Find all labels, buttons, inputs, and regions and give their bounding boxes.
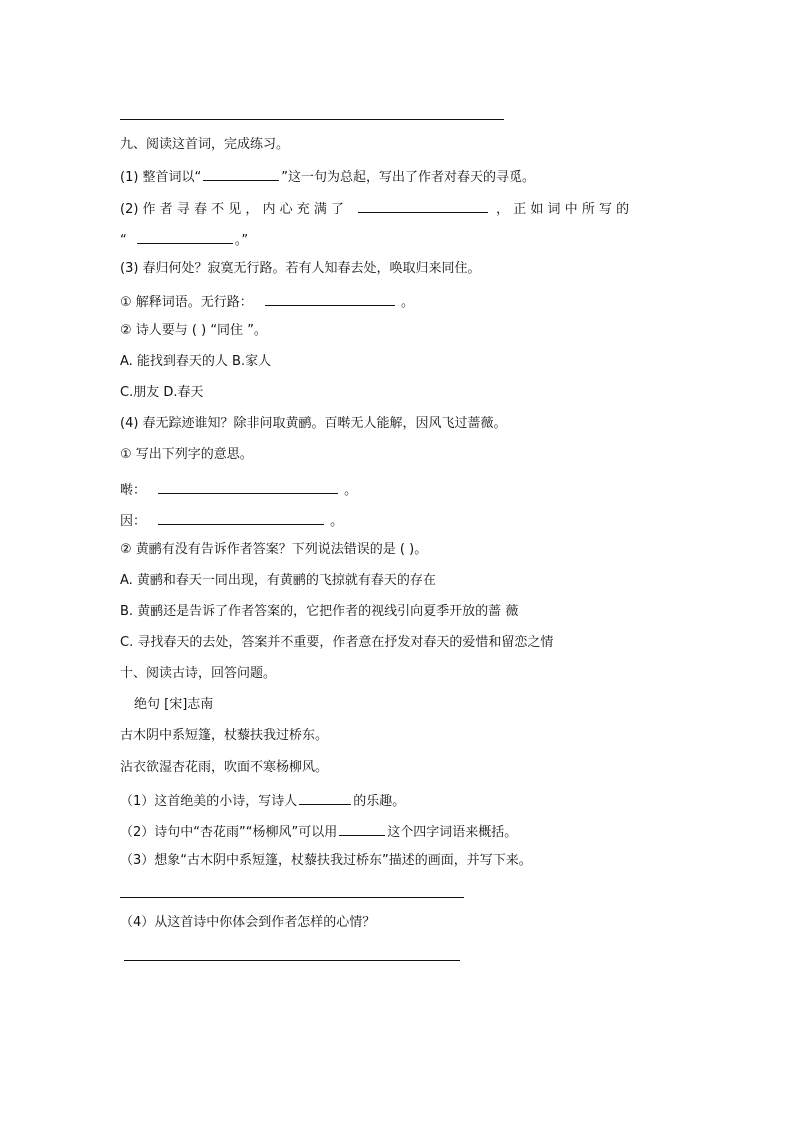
question-9-2-quote: “ 。” <box>120 229 248 250</box>
question-9-4-yin: 因： 。 <box>120 510 343 531</box>
question-9-4-1: ① 写出下列字的意思。 <box>120 447 253 462</box>
option-9-4-b[interactable]: B. 黄鹂还是告诉了作者答案的，它把作者的视线引向夏季开放的蔷 薇 <box>120 604 519 619</box>
question-10-2: （2）诗句中“杏花雨”“杨柳风”可以用 这个四字词语来概括。 <box>120 821 517 842</box>
poem-title: 绝句 [宋]志南 <box>134 697 214 712</box>
top-answer-line <box>120 119 504 120</box>
question-9-3-2: ② 诗人要与 ( ) “同住 ”。 <box>120 323 267 338</box>
question-10-4: （4）从这首诗中你体会到作者怎样的心情？ <box>120 915 376 930</box>
question-9-4: (4) 春无踪迹谁知？除非问取黄鹂。百啭无人能解，因风飞过蔷薇。 <box>120 416 507 431</box>
answer-blank-9-3-1[interactable] <box>265 291 395 306</box>
option-9-3-ab[interactable]: A. 能找到春天的人 B.家人 <box>120 354 272 369</box>
question-9-1: (1) 整首词以“ ”这一句为总起，写出了作者对春天的寻觅。 <box>120 166 535 187</box>
section-9-title: 九、阅读这首词，完成练习。 <box>120 137 290 152</box>
question-10-1: （1）这首绝美的小诗，写诗人 的乐趣。 <box>120 790 405 811</box>
question-9-3-1: ① 解释词语。无行路： 。 <box>120 291 414 312</box>
question-9-4-zhuan: 啭： 。 <box>120 479 357 500</box>
answer-blank-9-1[interactable] <box>203 166 279 181</box>
option-9-3-cd[interactable]: C.朋友 D.春天 <box>120 385 204 400</box>
answer-blank-9-2b[interactable] <box>137 229 233 244</box>
answer-line-10-4[interactable] <box>124 960 460 961</box>
answer-blank-yin[interactable] <box>158 510 324 525</box>
option-9-4-c[interactable]: C. 寻找春天的去处，答案并不重要，作者意在抒发对春天的爱惜和留恋之情 <box>120 635 554 650</box>
answer-blank-9-2a[interactable] <box>358 198 488 213</box>
question-9-4-2: ② 黄鹂有没有告诉作者答案？下列说法错误的是 ( )。 <box>120 542 428 557</box>
answer-line-10-3[interactable] <box>120 897 464 898</box>
poem-line-2: 沾衣欲湿杏花雨，吹面不寒杨柳风。 <box>120 760 329 775</box>
question-9-2: (2) 作 者 寻 春 不 见 ， 内 心 充 满 了 ， 正 如 词 中 所 写 的 <box>120 198 629 219</box>
section-10-title: 十、阅读古诗，回答问题。 <box>120 666 277 681</box>
question-10-3: （3）想象“古木阴中系短篷，杖藜扶我过桥东”描述的画面，并写下来。 <box>120 853 532 868</box>
answer-blank-zhuan[interactable] <box>158 479 338 494</box>
option-9-4-a[interactable]: A. 黄鹂和春天一同出现，有黄鹂的飞掠就有春天的存在 <box>120 573 436 588</box>
poem-line-1: 古木阴中系短篷，杖藜扶我过桥东。 <box>120 728 329 743</box>
answer-blank-10-1[interactable] <box>299 790 351 805</box>
answer-blank-10-2[interactable] <box>339 821 385 836</box>
question-9-3: (3) 春归何处？寂寞无行路。若有人知春去处，唤取归来同住。 <box>120 261 481 276</box>
